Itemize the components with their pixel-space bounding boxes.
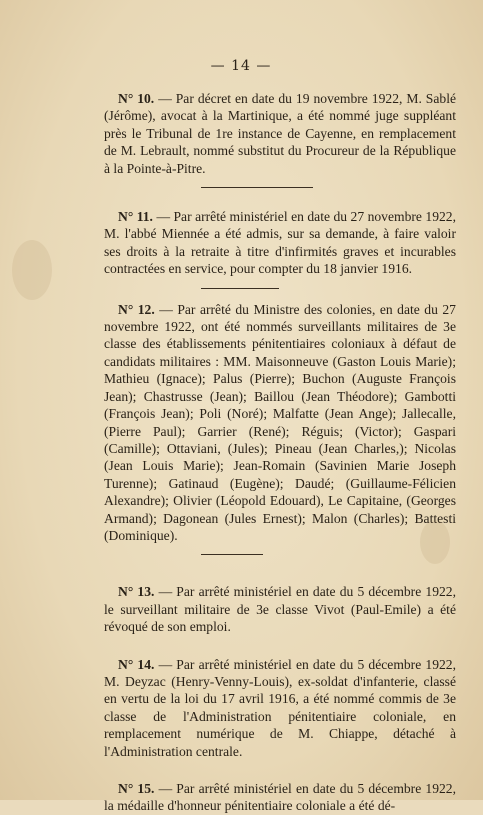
entry-12 [104,301,456,545]
separator-rule [201,288,279,289]
entry-11 [104,208,456,278]
entry-text: — Par arrêté ministériel en date du 27 novembre 1922, M. l'abbé Miennée a été admis, sur sa demande, à faire valoir ses droits à la retraite à titre d'infirmités graves et incurables contractées en service, pour compter du 18 janvier 1916. [104,209,456,277]
separator-rule [201,187,313,188]
entry-text: — Par arrêté ministériel en date du 5 décembre 1922, le surveillant militaire de 3e classe Vivot (Paul-Emile) a été révoqué de son emploi. [104,584,456,635]
entry-text: — Par arrêté du Ministre des colonies, en date du 27 novembre 1922, ont été nommés surveillants militaires de 3e classe des établissements pénitentiaires coloniaux à défaut de candidats militaires : MM. Maisonneuve (Gaston Louis Marie); Mathieu (Ignace); Palus (Pierre); Buchon (Auguste François Jean); Chastrusse (Jean); Baillou (Jean Théodore); Gambotti (François Jean); Poli (Noré); Malfatte (Jean Ange); Jallecalle, (Pierre Paul); Garrier (René); Réguis; (Victor); Gaspari (Camille); Ottaviani, (Jules); Pineau (Jean Charles,); Nicolas (Jean Louis Marie); Jean-Romain (Savinien Marie Joseph Turenne); Gatinaud (Eugène); Daudé; (Guillaume-Félicien Alexandre); Olivier (Léopold Edouard), Le Capitaine, (Georges Armand); Dagonean (Jules Ernest); Malon (Charles); Battesti (Dominique). [104,301,456,543]
entry-text: — Par décret en date du 19 novembre 1922, M. Sablé (Jérôme), avocat à la Martinique, a été nommé juge suppléant près le Tribunal de 1re instance de Cayenne, en remplacement de M. Lebrault, nommé substitut du Procureur de la République à la Pointe-à-Pitre. [104,91,456,176]
paper-stain [420,520,450,564]
entry-13 [104,583,456,635]
entry-number: N° 11. [118,209,153,225]
entry-number: N° 12. [118,301,155,317]
paper-stain [12,240,52,300]
entry-text: — Par arrêté ministériel en date du 5 décembre 1922, M. Deyzac (Henry-Venny-Louis), ex-soldat d'infanterie, classé en vertu de la loi du 17 avril 1916, a été nommé commis de 3e classe de l'Administration pénitentiaire coloniale, en remplacement numérique de M. Chiappe, détaché à l'Administration centrale. [104,656,456,759]
entry-text: — Par arrêté ministériel en date du 5 décembre 1922, la médaille d'honneur pénitentiaire coloniale a été dé- [104,781,456,814]
entry-15 [104,780,456,815]
entry-number: N° 10. [118,91,155,106]
entry-number: N° 15. [118,781,155,796]
page-number: — 14 — [210,58,272,74]
entry-number: N° 13. [118,584,155,600]
entry-14 [104,656,456,760]
entry-10 [104,90,456,177]
separator-rule [201,554,263,555]
entry-number: N° 14. [118,656,155,672]
